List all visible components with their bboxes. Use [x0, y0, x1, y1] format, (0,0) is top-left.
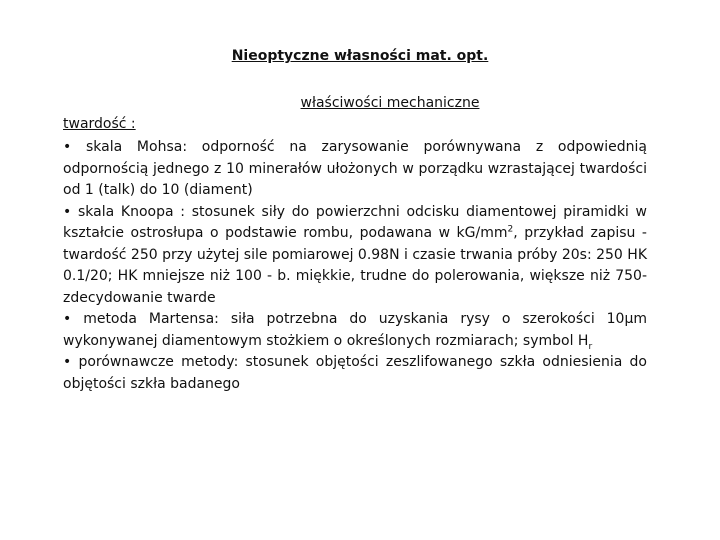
- martens-text: • metoda Martensa: siła potrzebna do uzyskania rysy o szerokości 10μm wykonywanej diamentowym stożkiem o określonych rozmiarach; symbol H: [63, 311, 647, 349]
- knoop-superscript: 2: [507, 224, 514, 235]
- section-label-hardness: twardość :: [63, 116, 136, 132]
- body-text: [63, 137, 647, 395]
- knoop-text-end: , przykład zapisu - twardość 250 przy użytej sile pomiarowej 0.98N i czasie trwania próby 20s: 250 HK 0.1/20; HK mniejsze niż 100 - b. miękkie, trudne do polerowania, większe niż 750- zdecydowanie twarde: [63, 225, 647, 306]
- slide-subtitle: właściwości mechaniczne: [300, 95, 480, 111]
- paragraph-knoop: [63, 202, 647, 310]
- slide-title: Nieoptyczne własności mat. opt.: [231, 48, 489, 64]
- paragraph-mohs: • skala Mohsa: odporność na zarysowanie porównywana z odpowiednią odpornością jednego z 10 minerałów ułożonych w porządku wzrastającej twardości od 1 (talk) do 10 (diament): [63, 139, 647, 198]
- martens-subscript: r: [588, 341, 593, 352]
- paragraph-comparative: • porównawcze metody: stosunek objętości zeszlifowanego szkła odniesienia do objętości szkła badanego: [63, 354, 647, 392]
- knoop-text-start: • skala Knoopa : stosunek siły do powierzchni odcisku diamentowej piramidki w kształcie ostrosłupa o podstawie rombu, podawana w kG/mm: [63, 203, 647, 241]
- paragraph-martens: [63, 309, 647, 352]
